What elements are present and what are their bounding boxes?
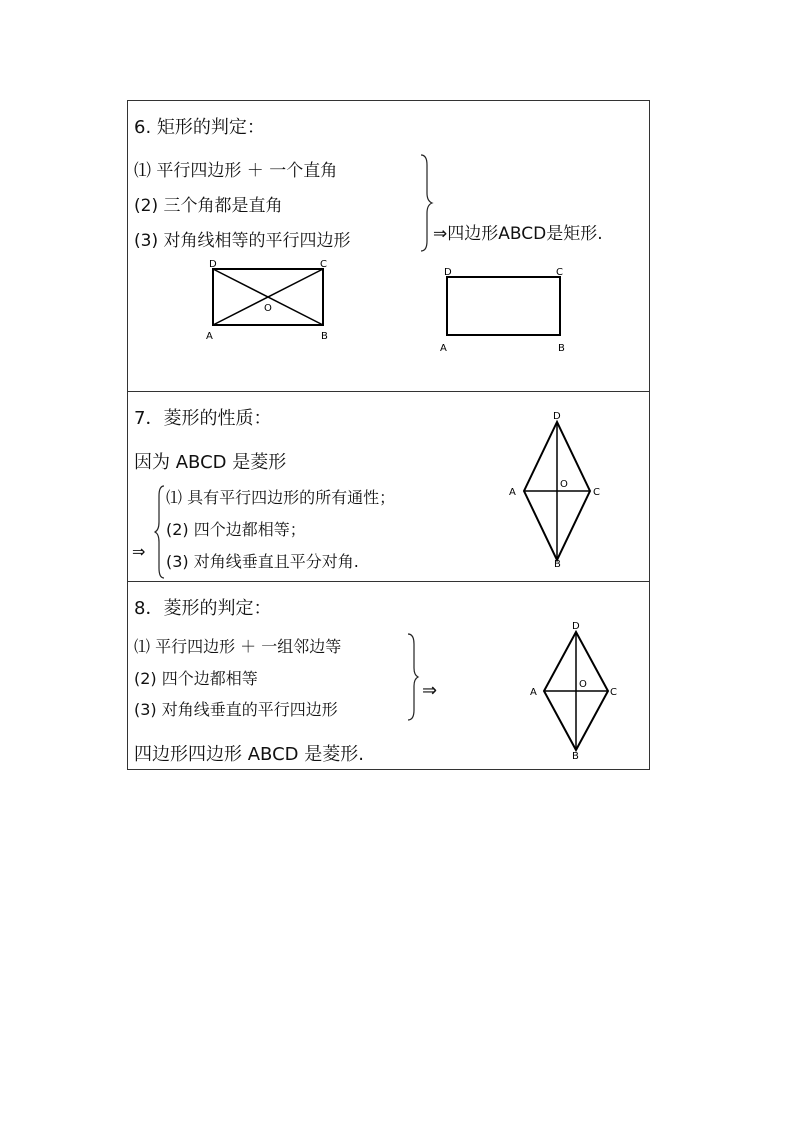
right-brace-icon: [406, 632, 420, 722]
section7-item-1: ⑴ 具有平行四边形的所有通性；: [166, 488, 396, 507]
fig2-label-b: B: [558, 343, 565, 354]
section8-item-1: ⑴ 平行四边形 ＋ 一组邻边等: [134, 637, 342, 656]
section6-item-3: (3) 对角线相等的平行四边形: [134, 231, 351, 251]
fig7-label-c: C: [593, 487, 600, 498]
fig7-label-o: O: [560, 479, 568, 490]
section6-item-2: (2) 三个角都是直角: [134, 196, 283, 216]
fig8-label-o: O: [579, 679, 587, 690]
rectangle-figure: [438, 266, 578, 356]
rhombus-figure: [504, 407, 614, 567]
section7-arrow: ⇒: [132, 542, 146, 561]
section-rectangle-criteria: [128, 101, 649, 392]
section8-conclusion: 四边形四边形 ABCD 是菱形.: [134, 744, 364, 765]
fig1-label-d: D: [209, 259, 217, 270]
fig1-label-a: A: [206, 331, 213, 342]
section6-item-1: ⑴ 平行四边形 ＋ 一个直角: [134, 161, 338, 181]
section8-title: 8．菱形的判定：: [134, 598, 272, 619]
fig7-label-d: D: [553, 411, 561, 422]
right-brace-icon: [418, 153, 434, 253]
section7-item-2: (2) 四个边都相等；: [166, 520, 306, 539]
section8-item-3: (3) 对角线垂直的平行四边形: [134, 700, 338, 719]
fig2-label-c: C: [556, 267, 563, 278]
left-brace-icon: [154, 484, 166, 580]
fig2-label-d: D: [444, 267, 452, 278]
fig8-label-c: C: [610, 687, 617, 698]
rhombus-figure: [524, 618, 624, 760]
fig1-label-b: B: [321, 331, 328, 342]
fig1-label-c: C: [320, 259, 327, 270]
section7-title: 7．菱形的性质：: [134, 408, 272, 429]
fig7-label-a: A: [509, 487, 516, 498]
fig1-label-o: O: [264, 303, 272, 314]
section8-arrow: ⇒: [422, 680, 438, 701]
fig8-label-b: B: [572, 751, 579, 760]
section6-title: 6. 矩形的判定：: [134, 117, 265, 138]
section7-premise: 因为 ABCD 是菱形: [134, 452, 287, 473]
section6-conclusion: ⇒四边形ABCD是矩形.: [433, 224, 603, 244]
fig2-label-a: A: [440, 343, 447, 354]
section8-item-2: (2) 四个边都相等: [134, 669, 258, 688]
fig8-label-a: A: [530, 687, 537, 698]
section-rhombus-properties: [128, 392, 649, 582]
section-rhombus-criteria: [128, 582, 649, 771]
section7-item-3: (3) 对角线垂直且平分对角.: [166, 552, 359, 571]
rectangle-diagonals-figure: [204, 259, 334, 349]
fig8-label-d: D: [572, 621, 580, 632]
fig7-label-b: B: [554, 559, 561, 567]
content-table: [127, 100, 650, 770]
